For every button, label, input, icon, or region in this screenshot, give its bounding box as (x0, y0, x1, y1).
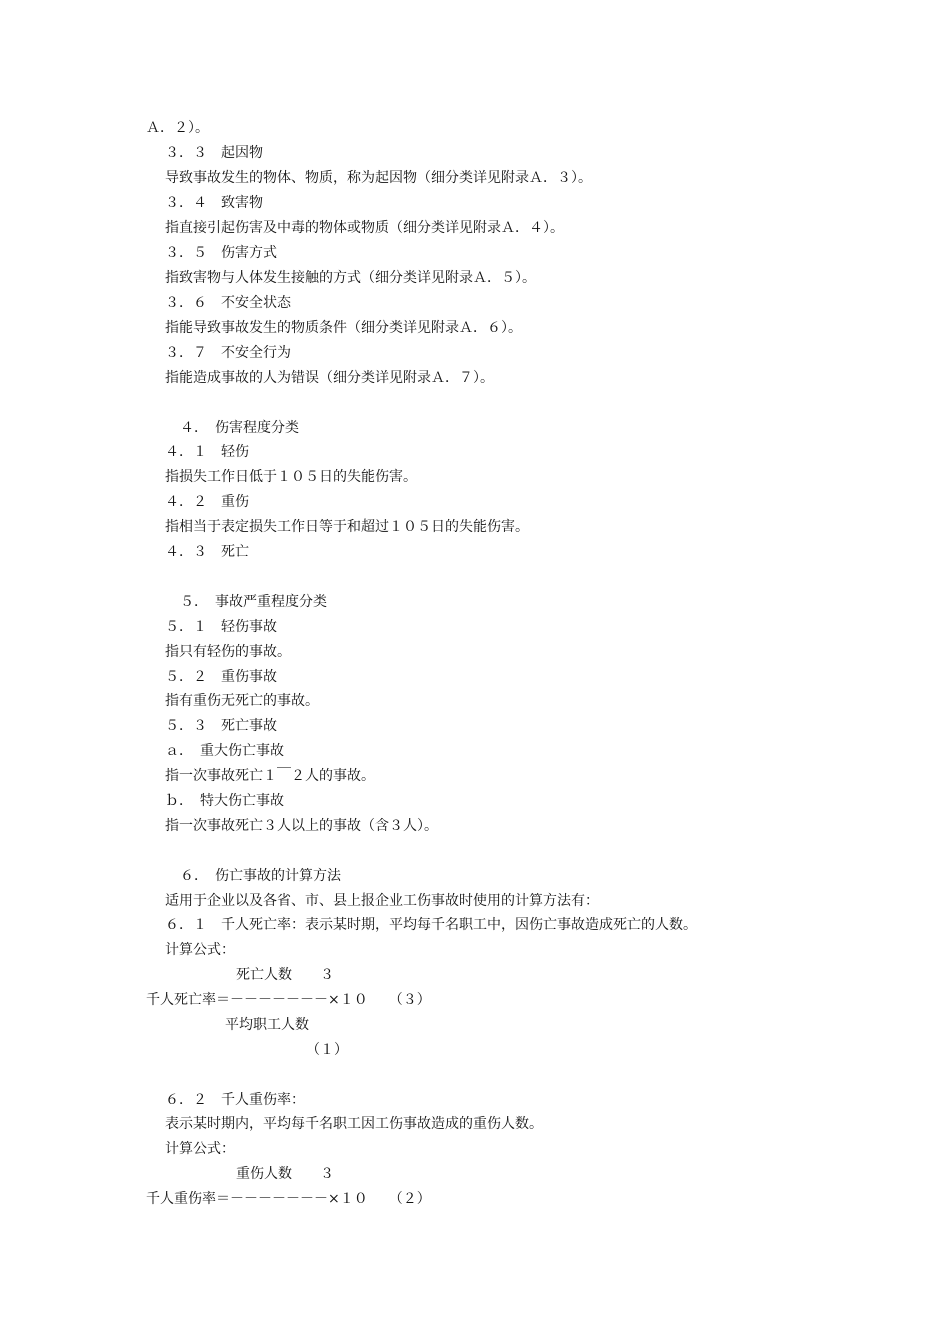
heading-6-2: ６．２ 千人重伤率： (165, 1092, 305, 1108)
formula-1-footnote: （１） (306, 1042, 348, 1058)
heading-5-3: ５．３ 死亡事故 (165, 718, 277, 734)
paragraph-6-2: 表示某时期内，平均每千名职工因工伤事故造成的重伤人数。 (165, 1116, 543, 1132)
heading-6-1: ６．１ 千人死亡率：表示某时期，平均每千名职工中，因伤亡事故造成死亡的人数。 (165, 917, 697, 933)
heading-3-6: ３．６ 不安全状态 (165, 295, 291, 311)
paragraph-4-2: 指相当于表定损失工作日等于和超过１０５日的失能伤害。 (165, 519, 529, 535)
formula-label-1: 计算公式： (165, 942, 235, 958)
paragraph-4-1: 指损失工作日低于１０５日的失能伤害。 (165, 469, 417, 485)
heading-3-7: ３．７ 不安全行为 (165, 345, 291, 361)
paragraph-3-7: 指能造成事故的人为错误（细分类详见附录Ａ．７）。 (165, 370, 494, 386)
formula-2-numerator: 重伤人数 ３ (236, 1166, 334, 1182)
paragraph-5-2: 指有重伤无死亡的事故。 (165, 693, 319, 709)
paragraph-3-5: 指致害物与人体发生接触的方式（细分类详见附录Ａ．５）。 (165, 270, 536, 286)
section-heading-5: ５． 事故严重程度分类 (180, 594, 327, 610)
paragraph-3-3: 导致事故发生的物体、物质，称为起因物（细分类详见附录Ａ．３）。 (165, 170, 592, 186)
item-a: ａ． 重大伤亡事故 (165, 743, 284, 759)
heading-5-1: ５．１ 轻伤事故 (165, 619, 277, 635)
paragraph-6-intro: 适用于企业以及各省、市、县上报企业工伤事故时使用的计算方法有： (165, 893, 599, 909)
heading-4-1: ４．１ 轻伤 (165, 444, 249, 460)
continued-reference: Ａ．２）。 (146, 120, 209, 136)
heading-3-3: ３．３ 起因物 (165, 145, 263, 161)
item-b: ｂ． 特大伤亡事故 (165, 793, 284, 809)
paragraph-3-6: 指能导致事故发生的物质条件（细分类详见附录Ａ．６）。 (165, 320, 522, 336)
formula-1-numerator: 死亡人数 ３ (236, 967, 334, 983)
heading-3-5: ３．５ 伤害方式 (165, 245, 277, 261)
paragraph-item-b: 指一次事故死亡３人以上的事故（含３人）。 (165, 818, 438, 834)
formula-1-denominator: 平均职工人数 (225, 1017, 309, 1033)
formula-2-main: 千人重伤率＝－－－－－－－×１０ （２） (146, 1191, 431, 1207)
paragraph-5-1: 指只有轻伤的事故。 (165, 644, 291, 660)
heading-5-2: ５．２ 重伤事故 (165, 669, 277, 685)
paragraph-item-a: 指一次事故死亡１￣２人的事故。 (165, 768, 375, 784)
heading-4-3: ４．３ 死亡 (165, 544, 249, 560)
section-heading-4: ４． 伤害程度分类 (180, 420, 299, 436)
heading-4-2: ４．２ 重伤 (165, 494, 249, 510)
formula-1-main: 千人死亡率＝－－－－－－－×１０ （３） (146, 992, 431, 1008)
section-heading-6: ６． 伤亡事故的计算方法 (180, 868, 341, 884)
paragraph-3-4: 指直接引起伤害及中毒的物体或物质（细分类详见附录Ａ．４）。 (165, 220, 564, 236)
formula-label-2: 计算公式： (165, 1141, 235, 1157)
heading-3-4: ３．４ 致害物 (165, 195, 263, 211)
